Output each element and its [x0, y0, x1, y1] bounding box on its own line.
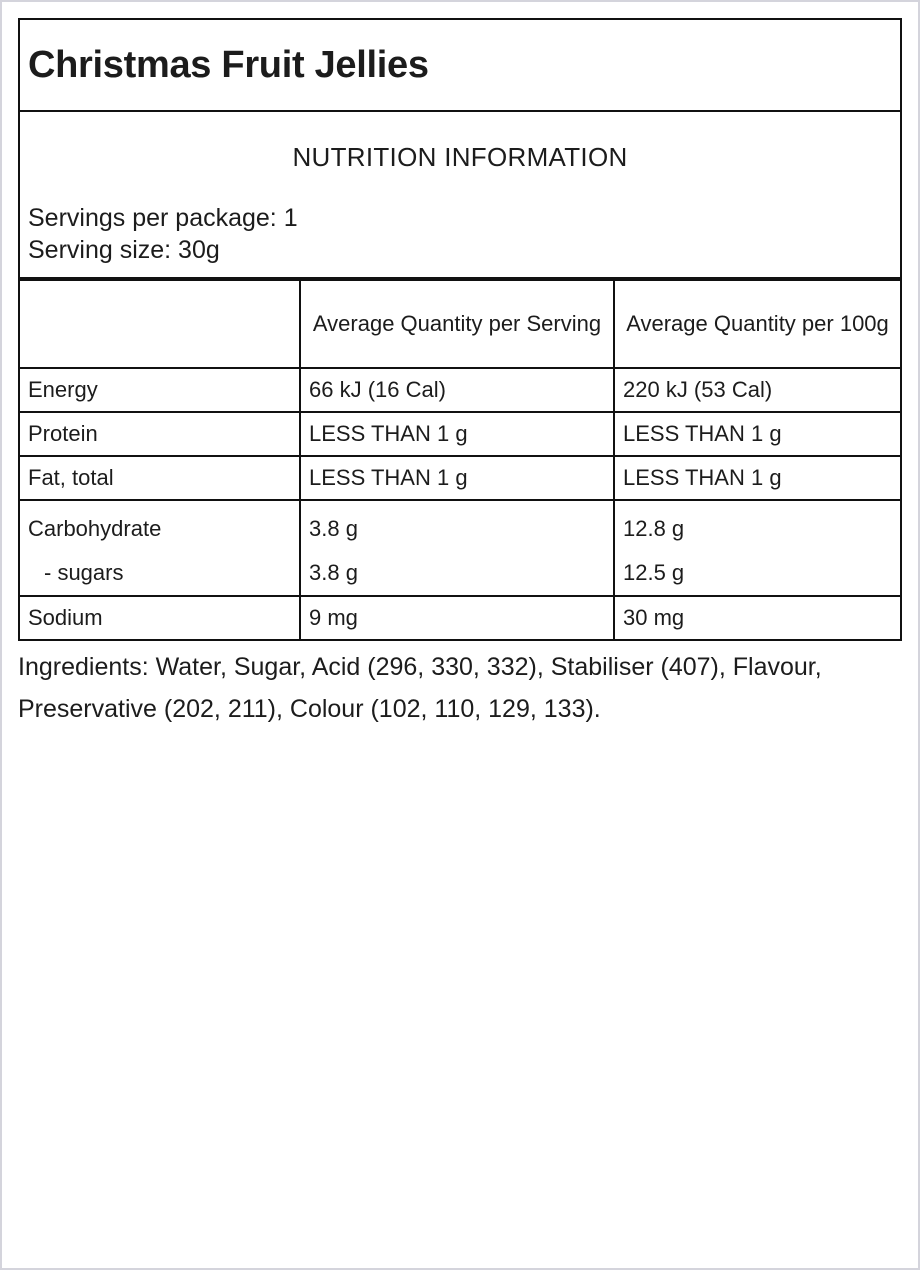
per-serving-value: LESS THAN 1 g — [300, 456, 614, 500]
ingredients-text: Ingredients: Water, Sugar, Acid (296, 330, 332), Stabiliser (407), Flavour, Preservative (202, 211), Colour (102, 110, 129, 133). — [18, 653, 822, 723]
carbohydrate-per-100g: 12.8 g — [623, 516, 685, 541]
nutrition-label — [18, 18, 902, 641]
nutrition-heading: NUTRITION INFORMATION — [292, 142, 628, 172]
table-row-protein — [20, 412, 900, 456]
sugars-per-100g: 12.5 g — [623, 560, 685, 585]
nutrient-name: Energy — [20, 368, 300, 412]
nutrient-name: Sodium — [20, 596, 300, 640]
per-serving-value — [300, 500, 614, 596]
title-section — [20, 20, 900, 112]
per-100g-value: 220 kJ (53 Cal) — [614, 368, 900, 412]
column-header-per-100g: Average Quantity per 100g — [614, 280, 900, 368]
sugars-label: - sugars — [44, 560, 124, 585]
nutrition-table — [20, 279, 900, 641]
serving-info — [28, 202, 298, 266]
per-100g-value: 30 mg — [614, 596, 900, 640]
table-row-fat — [20, 456, 900, 500]
per-100g-value: LESS THAN 1 g — [614, 456, 900, 500]
nutrient-name: Protein — [20, 412, 300, 456]
per-100g-value: LESS THAN 1 g — [614, 412, 900, 456]
nutrient-name — [20, 500, 300, 596]
serving-info-section — [20, 112, 900, 279]
per-100g-value — [614, 500, 900, 596]
carbohydrate-per-serving: 3.8 g — [309, 516, 358, 541]
table-row-carbohydrate — [20, 500, 900, 596]
table-header-row — [20, 280, 900, 368]
serving-size: Serving size: 30g — [28, 236, 220, 264]
nutrient-name: Fat, total — [20, 456, 300, 500]
column-header-nutrient — [20, 280, 300, 368]
servings-per-package: Servings per package: 1 — [28, 204, 298, 232]
per-serving-value: LESS THAN 1 g — [300, 412, 614, 456]
per-serving-value: 9 mg — [300, 596, 614, 640]
column-header-per-serving: Average Quantity per Serving — [300, 280, 614, 368]
per-serving-value: 66 kJ (16 Cal) — [300, 368, 614, 412]
carbohydrate-label: Carbohydrate — [28, 516, 162, 541]
table-row-sodium — [20, 596, 900, 640]
product-title: Christmas Fruit Jellies — [28, 43, 429, 86]
table-row-energy — [20, 368, 900, 412]
sugars-per-serving: 3.8 g — [309, 560, 358, 585]
